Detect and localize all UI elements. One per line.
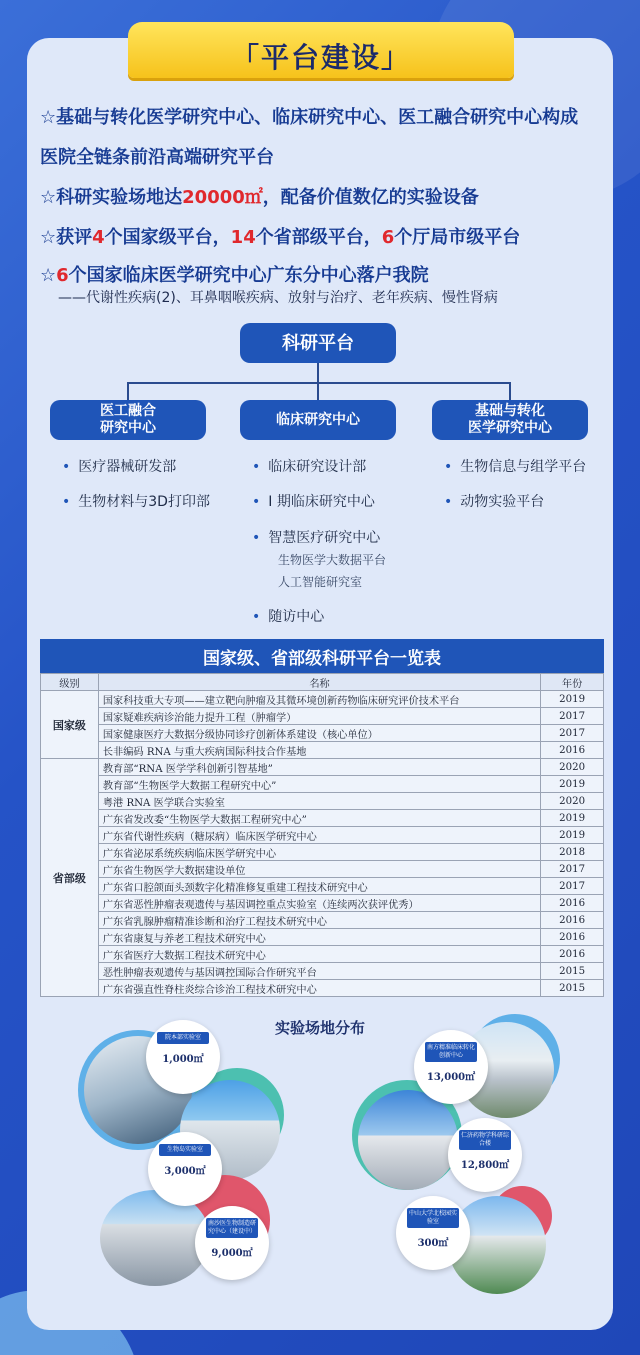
highlight-line-4: ☆获评4个国家级平台，14个省部级平台，6个厅局市级平台 (40, 227, 521, 248)
table-row (41, 895, 604, 912)
name-cell: 广东省发改委“生物医学大数据工程研究中心” (98, 810, 540, 827)
column-header: 名称 (98, 674, 540, 691)
site-tag: 院本部实验室 1,000㎡ (146, 1020, 220, 1094)
table-row (41, 810, 604, 827)
table-row (41, 878, 604, 895)
org-branch-node: 临床研究中心 (240, 400, 396, 440)
highlight-line-2: 医院全链条前沿高端研究平台 (40, 147, 274, 168)
name-cell: 长非编码 RNA 与重大疾病国际科技合作基地 (98, 742, 540, 759)
year-cell: 2016 (541, 946, 604, 963)
year-cell: 2016 (541, 742, 604, 759)
name-cell: 广东省医疗大数据工程技术研究中心 (98, 946, 540, 963)
name-cell: 国家健康医疗大数据分级协同诊疗创新体系建设（核心单位） (98, 725, 540, 742)
org-item: • 生物材料与3D打印部 (62, 491, 210, 511)
org-item: • I 期临床研究中心 (252, 491, 375, 511)
table-row (41, 708, 604, 725)
site-tag: 仁济药物学科研综合楼 12,800㎡ (448, 1118, 522, 1192)
name-cell: 广东省代谢性疾病（糖尿病）临床医学研究中心 (98, 827, 540, 844)
year-cell: 2018 (541, 844, 604, 861)
table-header-row (41, 674, 604, 691)
org-item: • 动物实验平台 (444, 491, 544, 511)
table-row (41, 980, 604, 997)
name-cell: 广东省恶性肿瘤表观遗传与基因调控重点实验室（连续两次获评优秀） (98, 895, 540, 912)
name-cell: 教育部“RNA 医学学科创新引智基地” (98, 759, 540, 776)
name-cell: 广东省泌尿系统疾病临床医学研究中心 (98, 844, 540, 861)
name-cell: 广东省乳腺肿瘤精准诊断和治疗工程技术研究中心 (98, 912, 540, 929)
year-cell: 2019 (541, 691, 604, 708)
name-cell: 国家疑难疾病诊治能力提升工程（肿瘤学） (98, 708, 540, 725)
org-connector (127, 382, 129, 400)
section-title: 「平台建设」 (230, 41, 411, 74)
year-cell: 2016 (541, 895, 604, 912)
name-cell: 广东省口腔颌面头颈数字化精准修复重建工程技术研究中心 (98, 878, 540, 895)
org-root-node: 科研平台 (240, 323, 396, 363)
year-cell: 2017 (541, 878, 604, 895)
org-branch-node: 基础与转化 医学研究中心 (432, 400, 588, 440)
table-row (41, 691, 604, 708)
org-item: • 生物信息与组学平台 (444, 456, 586, 476)
name-cell: 粤港 RNA 医学联合实验室 (98, 793, 540, 810)
org-item: • 医疗器械研发部 (62, 456, 176, 476)
table-title: 国家级、省部级科研平台一览表 (40, 639, 604, 673)
name-cell: 教育部“生物医学大数据工程研究中心” (98, 776, 540, 793)
highlight-line-1: ☆基础与转化医学研究中心、临床研究中心、医工融合研究中心构成 (40, 107, 579, 128)
org-subitem: 人工智能研究室 (278, 575, 363, 589)
table-row (41, 929, 604, 946)
table-row (41, 861, 604, 878)
table-row (41, 912, 604, 929)
column-header: 年份 (541, 674, 604, 691)
year-cell: 2015 (541, 980, 604, 997)
year-cell: 2016 (541, 912, 604, 929)
org-item: • 随访中心 (252, 606, 324, 626)
year-cell: 2020 (541, 759, 604, 776)
site-tag: 生物岛实验室 3,000㎡ (148, 1132, 222, 1206)
table-row (41, 844, 604, 861)
table-row (41, 946, 604, 963)
year-cell: 2019 (541, 827, 604, 844)
org-connector (509, 382, 511, 400)
table-row (41, 776, 604, 793)
org-branch-node: 医工融合 研究中心 (50, 400, 206, 440)
name-cell: 广东省强直性脊柱炎综合诊治工程技术研究中心 (98, 980, 540, 997)
table-row (41, 725, 604, 742)
site-tag: 中山大学北校园实验室 300㎡ (396, 1196, 470, 1270)
year-cell: 2017 (541, 725, 604, 742)
year-cell: 2017 (541, 861, 604, 878)
name-cell: 广东省生物医学大数据建设单位 (98, 861, 540, 878)
highlight-subnote: ——代谢性疾病(2)、耳鼻咽喉疾病、放射与治疗、老年疾病、慢性肾病 (58, 290, 498, 306)
org-item: • 智慧医疗研究中心 (252, 527, 380, 547)
org-subitem: 生物医学大数据平台 (278, 553, 387, 567)
year-cell: 2017 (541, 708, 604, 725)
level-cell: 省部级 (41, 759, 99, 997)
highlight-line-3: ☆科研实验场地达20000㎡，配备价值数亿的实验设备 (40, 187, 479, 208)
year-cell: 2015 (541, 963, 604, 980)
year-cell: 2019 (541, 776, 604, 793)
table-row (41, 827, 604, 844)
year-cell: 2016 (541, 929, 604, 946)
org-connector (317, 363, 319, 383)
site-tag: 南方精准临床转化创新中心 13,000㎡ (414, 1030, 488, 1104)
table-row (41, 793, 604, 810)
name-cell: 恶性肿瘤表观遗传与基因调控国际合作研究平台 (98, 963, 540, 980)
name-cell: 广东省康复与养老工程技术研究中心 (98, 929, 540, 946)
year-cell: 2019 (541, 810, 604, 827)
table-row (41, 963, 604, 980)
highlight-line-5: ☆6个国家临床医学研究中心广东分中心落户我院 (40, 265, 429, 286)
name-cell: 国家科技重大专项——建立靶向肿瘤及其微环境创新药物临床研究评价技术平台 (98, 691, 540, 708)
sites-title: 实验场地分布 (274, 1019, 365, 1037)
column-header: 级别 (41, 674, 99, 691)
building-photo (358, 1090, 458, 1190)
year-cell: 2020 (541, 793, 604, 810)
table-row (41, 759, 604, 776)
org-connector (127, 382, 511, 384)
table-row (41, 742, 604, 759)
site-tag: 南沙医生物制造研究中心（建设中） 9,000㎡ (195, 1206, 269, 1280)
level-cell: 国家级 (41, 691, 99, 759)
platform-table (40, 673, 604, 997)
org-item: • 临床研究设计部 (252, 456, 366, 476)
org-connector (317, 382, 319, 400)
